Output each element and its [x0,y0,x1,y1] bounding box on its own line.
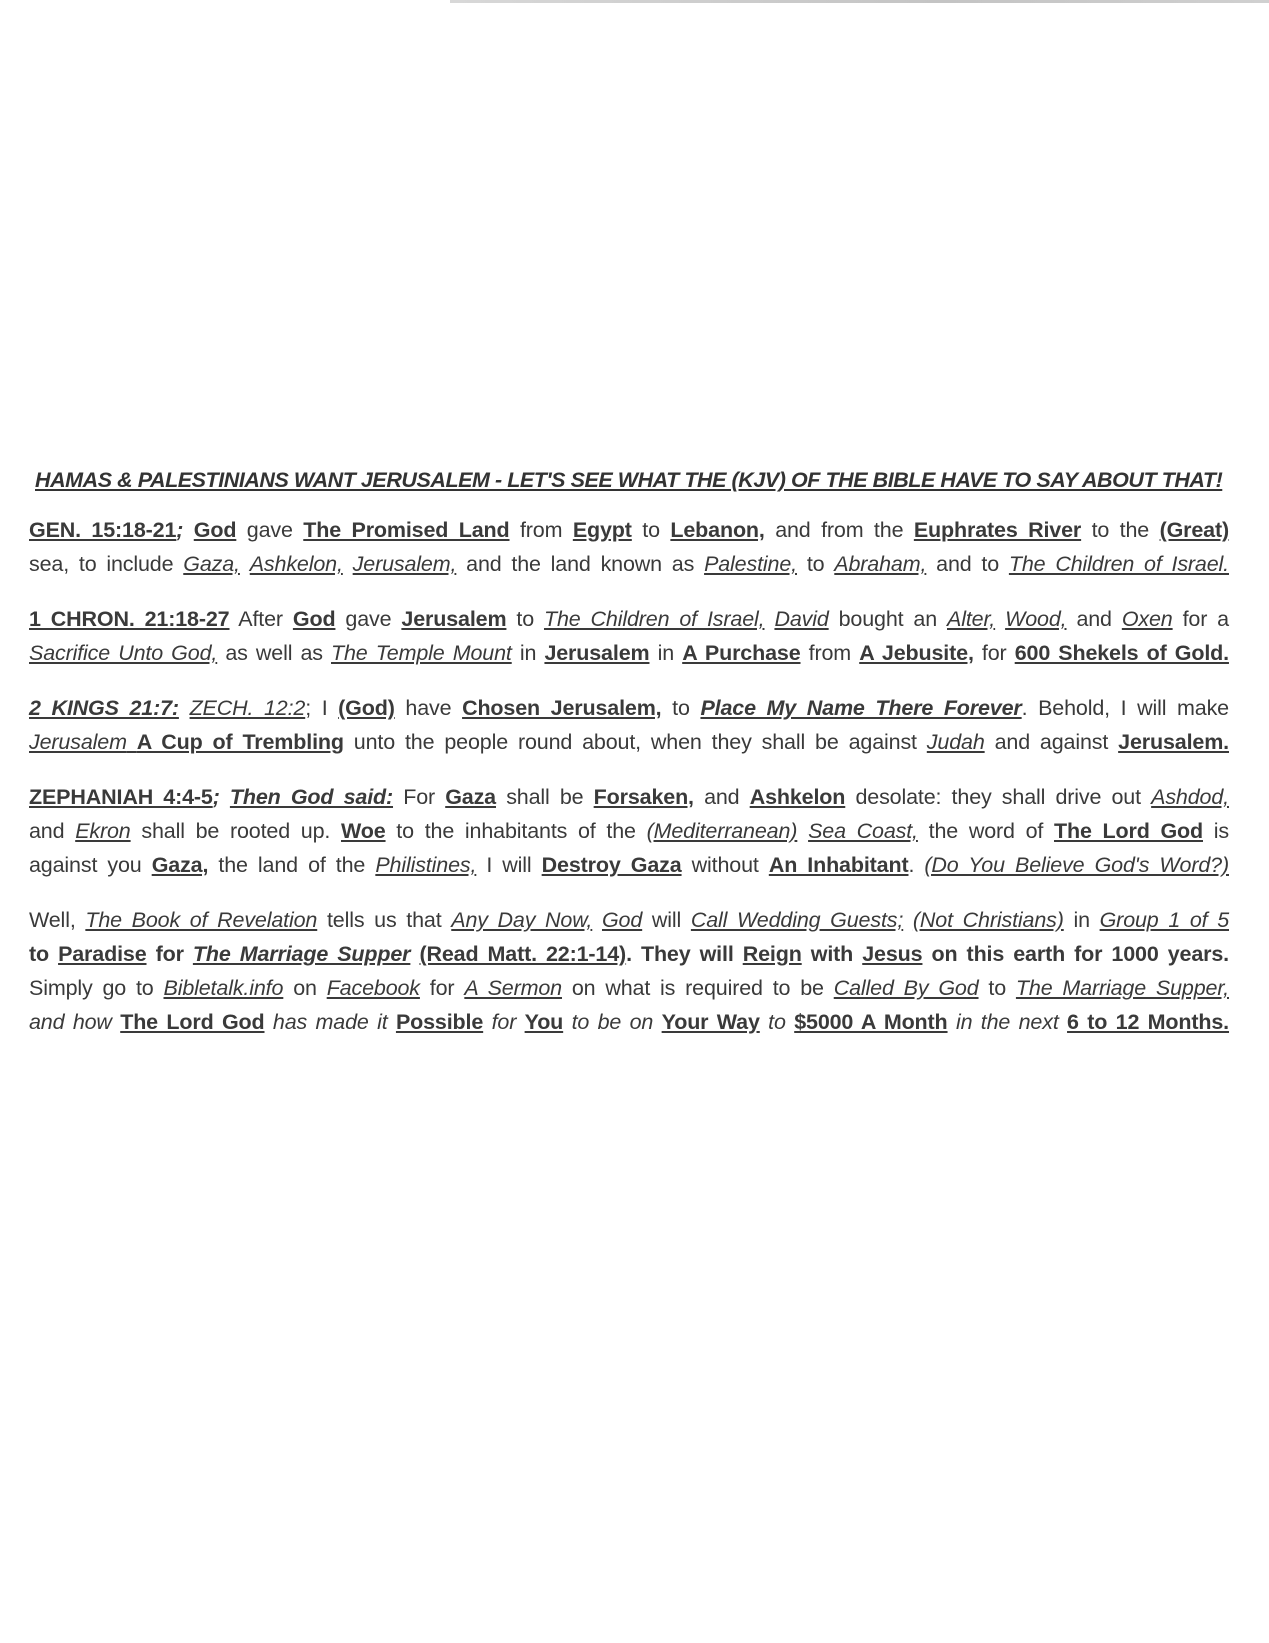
text-line [29,780,1229,814]
text-line [29,814,1229,848]
text-segment: and from the [764,518,914,542]
text-segment: Then God said: [229,785,394,809]
text-segment [127,730,137,754]
text-segment: Palestine, [704,552,797,576]
text-segment: After [229,607,293,631]
text-segment: Jerusalem [544,641,650,665]
text-segment: Possible [395,1010,484,1034]
text-segment [240,552,250,576]
text-segment: I will [476,853,542,877]
text-segment: is [1203,819,1229,843]
text-segment: for [973,641,1015,665]
text-segment: have [394,696,463,720]
text-segment: to the inhabitants of the [385,819,647,843]
text-segment: and [693,785,750,809]
text-segment: Gaza, [151,853,209,877]
text-segment: and against [984,730,1119,754]
text-segment: bought an [828,607,948,631]
text-segment: without [681,853,769,877]
text-segment: The Promised Land [303,518,510,542]
text-segment: The Children of Israel, [543,607,765,631]
text-segment: Gaza, [183,552,240,576]
paragraph [29,602,1229,670]
text-segment: tells us that [317,908,452,932]
text-segment: . They will [626,942,743,966]
text-segment: The Lord God [1054,819,1203,843]
text-segment: Ashdod, [1151,785,1229,809]
text-segment: Jesus [862,942,923,966]
text-segment: shall be [496,785,594,809]
text-segment: Ashkelon [749,785,846,809]
text-segment: 600 Shekels of Gold. [1014,641,1229,665]
text-segment: A Cup of Trembling [136,730,344,754]
text-segment: $5000 A Month [794,1010,948,1034]
text-segment: for [483,1010,525,1034]
text-segment: (Great) [1159,518,1230,542]
text-segment: Oxen [1121,607,1173,631]
text-line [29,547,1229,581]
text-segment: for [146,942,193,966]
text-segment: in [511,641,545,665]
text-segment: and how [29,1010,121,1034]
text-segment: The Book of Revelation [85,908,318,932]
text-segment: gave [335,607,402,631]
text-segment: Sacrifice Unto God, [29,641,218,665]
paragraph-list [29,513,1229,1039]
text-line [29,725,1229,759]
text-segment: ; [176,518,194,542]
text-line [29,848,1229,882]
text-segment: ; I [305,696,339,720]
text-segment: in the next [947,1010,1068,1034]
text-segment: Simply go to [29,976,164,1000]
text-segment: An Inhabitant [768,853,909,877]
document-body [29,468,1229,1060]
text-segment: God [292,607,336,631]
text-segment: (Read Matt. 22:1-14) [419,942,627,966]
text-segment: sea, to include [29,552,184,576]
text-segment: on [283,976,327,1000]
document-title: HAMAS & PALESTINIANS WANT JERUSALEM - LET'S SEE WHAT THE (KJV) OF THE BIBLE HAVE TO SAY ABOUT THAT! [35,468,1223,492]
text-segment: God [193,518,237,542]
text-segment [995,607,1005,631]
text-segment: with [801,942,863,966]
text-segment: for a [1172,607,1229,631]
text-segment: ZECH. 12:2 [189,696,306,720]
text-segment: GEN. 15:18-21 [29,518,177,542]
text-segment: Facebook [326,976,420,1000]
text-segment: Ekron [75,819,131,843]
text-segment: A Jebusite, [859,641,974,665]
text-segment: Jerusalem [29,730,127,754]
text-segment: has made it [264,1010,396,1034]
text-segment: Paradise [58,942,147,966]
text-segment: from [800,641,860,665]
text-segment: to [661,696,701,720]
text-segment: to the [1081,518,1160,542]
text-line [29,691,1229,725]
text-segment: (Not Christians) [912,908,1064,932]
text-segment: (Mediterranean) [646,819,798,843]
text-segment: ZEPHANIAH 4:4-5 [29,785,213,809]
text-segment: on what is required to be [561,976,834,1000]
text-segment: Wood, [1005,607,1067,631]
text-line [29,602,1229,636]
text-segment: to [29,942,59,966]
text-segment: . Behold, I will make [1021,696,1229,720]
text-segment: to [759,1010,795,1034]
text-segment: and the land known as [456,552,705,576]
text-segment: desolate: they shall drive out [845,785,1152,809]
text-segment: Abraham, [834,552,927,576]
text-segment: Destroy Gaza [541,853,682,877]
text-segment: Lebanon, [670,518,765,542]
text-segment: Bibletalk.info [163,976,284,1000]
text-segment: and [1066,607,1122,631]
text-segment: to be on [563,1010,662,1034]
text-segment: Alter, [947,607,996,631]
text-segment: 1 CHRON. 21:18-27 [29,607,230,631]
text-segment: in [1063,908,1100,932]
text-segment: The Marriage Supper [192,942,411,966]
text-segment: to [506,607,544,631]
text-line [29,636,1229,670]
text-segment: Sea Coast, [808,819,918,843]
text-line [29,903,1229,937]
text-segment [797,819,808,843]
text-segment: A Sermon [464,976,562,1000]
text-segment [903,908,913,932]
text-segment: Egypt [572,518,632,542]
paragraph [29,513,1229,581]
text-segment: on this earth for 1000 years. [922,942,1229,966]
text-segment [764,607,774,631]
text-segment: Philistines, [375,853,477,877]
text-segment: Place My Name There Forever [700,696,1022,720]
text-segment: against you [29,853,152,877]
text-segment: Call Wedding Guests; [690,908,904,932]
text-segment: Your Way [661,1010,760,1034]
text-segment [343,552,353,576]
text-segment: gave [236,518,304,542]
text-segment: You [524,1010,564,1034]
paragraph [29,691,1229,759]
text-segment: Ashkelon, [249,552,343,576]
text-segment: Woe [341,819,386,843]
text-segment: Jerusalem, [352,552,457,576]
text-segment: Judah [926,730,985,754]
paragraph [29,780,1229,882]
text-segment: for [419,976,465,1000]
text-segment: as well as [217,641,332,665]
text-segment: to [796,552,835,576]
text-segment: Group 1 of 5 [1099,908,1229,932]
text-segment: Any Day Now, [451,908,593,932]
text-segment: The Lord God [120,1010,265,1034]
text-segment: shall be rooted up. [130,819,341,843]
text-line [29,937,1229,971]
text-segment: ; [212,785,230,809]
text-segment: Well, [29,908,86,932]
scan-edge-line [450,0,1269,3]
text-segment [179,696,190,720]
text-segment: (Do You Believe God's Word?) [924,853,1229,877]
text-segment: unto the people round about, when they shall be against [343,730,927,754]
text-segment: in [649,641,683,665]
text-segment: the word of [917,819,1054,843]
text-segment: Jerusalem [401,607,507,631]
text-segment: . [908,853,925,877]
text-segment: The Children of Israel. [1008,552,1229,576]
text-segment: 2 KINGS 21:7: [29,696,179,720]
text-segment: to [978,976,1016,1000]
text-segment: 6 to 12 Months. [1067,1010,1230,1034]
text-segment: Chosen Jerusalem, [462,696,662,720]
text-line [29,513,1229,547]
text-line [29,1005,1229,1039]
text-segment: A Purchase [682,641,801,665]
text-segment [592,908,602,932]
text-segment: Euphrates River [913,518,1082,542]
text-line [29,971,1229,1005]
text-segment: David [774,607,829,631]
text-segment: from [509,518,573,542]
text-segment: Forsaken, [593,785,694,809]
text-segment: and [29,819,76,843]
paragraph [29,903,1229,1039]
text-segment: The Marriage Supper, [1015,976,1229,1000]
text-segment: Gaza [445,785,496,809]
text-segment: Jerusalem. [1118,730,1229,754]
text-segment: (God) [338,696,395,720]
text-segment: and to [926,552,1009,576]
text-segment: the land of the [208,853,376,877]
text-segment: will [642,908,691,932]
text-segment: to [631,518,671,542]
text-segment: Called By God [833,976,979,1000]
text-segment: For [393,785,446,809]
text-segment: God [601,908,643,932]
text-segment: Reign [742,942,802,966]
text-segment: The Temple Mount [331,641,512,665]
